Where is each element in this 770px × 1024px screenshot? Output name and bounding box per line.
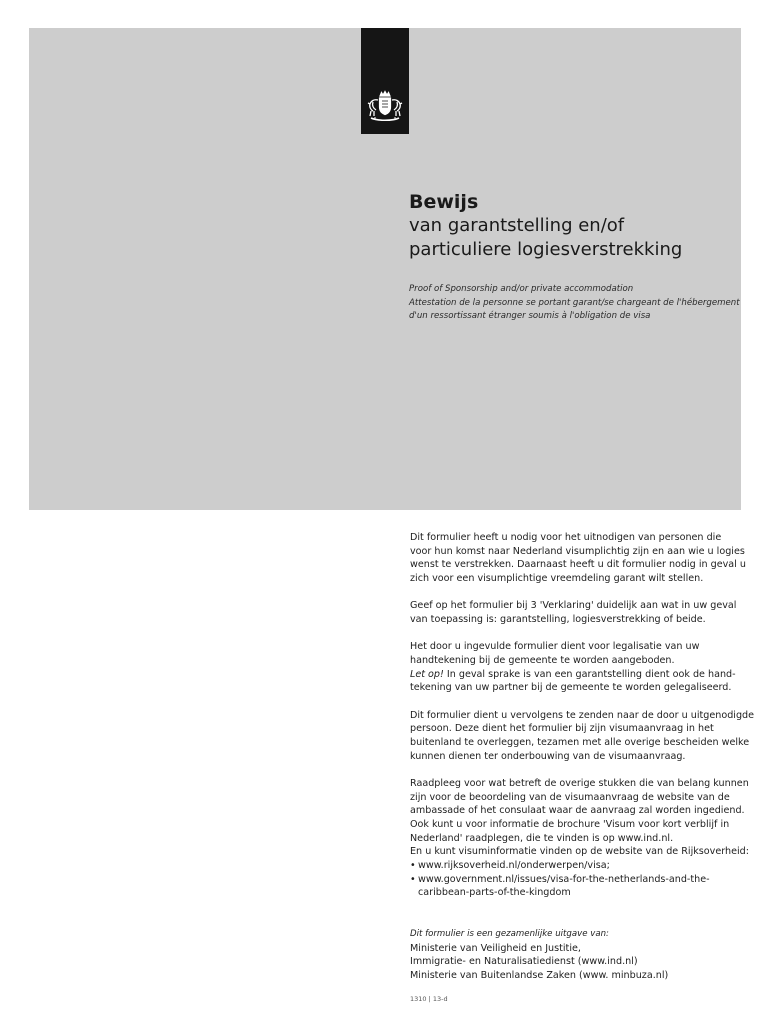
french-title-line-1: Attestation de la personne se portant garant/se chargeant de l'hébergement (409, 297, 740, 308)
text-line: Raadpleeg voor wat betreft de overige stukken die van belang kunnen (410, 777, 749, 789)
text-line: tekening van uw partner bij de gemeente te worden gelegaliseerd. (410, 682, 732, 694)
title-block (409, 190, 739, 324)
logo-band (361, 28, 409, 134)
text-line: Geef op het formulier bij 3 'Verklaring' duidelijk aan wat in uw geval (410, 600, 737, 612)
text-line: kunnen dienen ter onderbouwing van de visumaanvraag. (410, 750, 686, 762)
rijksoverheid-coat-of-arms-icon (365, 90, 405, 124)
english-title: Proof of Sponsorship and/or private accommodation (409, 284, 634, 294)
bullet-government-link (410, 873, 755, 887)
paragraph-sending (410, 709, 755, 764)
text-line: van toepassing is: garantstelling, logiesverstrekking of beide. (410, 614, 706, 626)
text-line: ambassade of het consulaat waar de aanvraag zal worden ingediend. (410, 805, 745, 817)
text-line: Het door u ingevulde formulier dient voor legalisatie van uw (410, 641, 700, 653)
document-subtitle-line-1: van garantstelling en/of (409, 215, 625, 236)
form-code: 1310 | 13-d (410, 995, 448, 1003)
text-line: persoon. Deze dient het formulier bij zijn visumaanvraag in het (410, 723, 714, 735)
text-line: Nederland' raadplegen, die te vinden is op www.ind.nl. (410, 832, 674, 844)
paragraph-legalisation (410, 640, 755, 695)
publisher-ind: Immigratie- en Naturalisatiedienst (www.ind.nl) (410, 956, 638, 968)
bullet-rijksoverheid-link (410, 859, 755, 873)
french-title-line-2: d'un ressortissant étranger soumis à l'obligation de visa (409, 311, 651, 321)
link-rijksoverheid[interactable]: www.rijksoverheid.nl/onderwerpen/visa; (418, 860, 610, 872)
document-title: Bewijs (409, 191, 479, 213)
text-line: zijn voor de beoordeling van de visumaanvraag de website van de (410, 791, 730, 803)
link-government[interactable]: www.government.nl/issues/visa-for-the-netherlands-and-the- (418, 873, 710, 885)
paragraph-information (410, 777, 755, 900)
document-subtitle-line-2: particuliere logiesverstrekking (409, 239, 683, 260)
bullet-icon: • (410, 873, 416, 885)
publisher-ministry-justice: Ministerie van Veiligheid en Justitie, (410, 942, 581, 954)
text-line: buitenland te overleggen, tezamen met alle overige bescheiden welke (410, 736, 750, 748)
instructions-text (410, 531, 755, 914)
let-op-text: In geval sprake is van een garantstelling dient ook de hand- (443, 668, 736, 680)
link-government-continued[interactable]: caribbean-parts-of-the-kingdom (418, 887, 571, 899)
text-line: Dit formulier dient u vervolgens te zenden naar de door u uitgenodigde (410, 709, 755, 721)
publisher-intro: Dit formulier is een gezamenlijke uitgave van: (410, 929, 609, 939)
translated-titles (409, 283, 739, 324)
publisher-ministry-foreign-affairs: Ministerie van Buitenlandse Zaken (www. minbuza.nl) (410, 970, 669, 982)
text-line: Dit formulier heeft u nodig voor het uitnodigen van personen die (410, 532, 722, 543)
text-line: Ook kunt u voor informatie de brochure 'Visum voor kort verblijf in (410, 818, 730, 830)
text-line: handtekening bij de gemeente te worden aangeboden. (410, 654, 675, 666)
text-line (410, 668, 755, 682)
let-op-emphasis: Let op! (410, 668, 444, 680)
text-line: voor hun komst naar Nederland visumplichtig zijn en aan wie u logies (410, 545, 745, 557)
text-line: zich voor een visumplichtige vreemdeling garant wilt stellen. (410, 573, 704, 585)
paragraph-purpose (410, 531, 755, 586)
text-line: wenst te verstrekken. Daarnaast heeft u dit formulier nodig in geval u (410, 559, 746, 571)
bullet-icon: • (410, 860, 416, 872)
publisher-block (410, 928, 755, 983)
paragraph-declaration (410, 599, 755, 626)
text-line: En u kunt visuminformatie vinden op de website van de Rijksoverheid: (410, 846, 749, 858)
